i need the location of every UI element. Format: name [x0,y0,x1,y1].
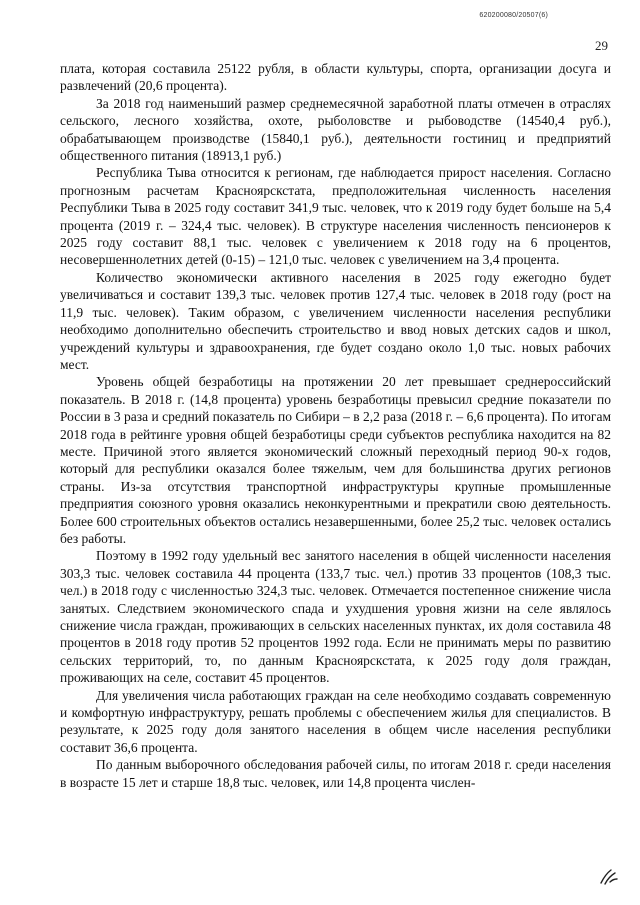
paragraph-3: Республика Тыва относится к регионам, где наблюдается прирост населения. Согласно прогнозным расчетам Красноярскстата, предположительная численность населения Республики Тыва в 2025 году составит 341,9 тыс. человек, что к 2019 году будет больше на 5,4 процента (2019 г. – 324,4 тыс. человек). В структуре населения численность пенсионеров к 2025 году составит 88,1 тыс. человек с увеличением к 2018 году на 6 процентов, несовершеннолетних детей (0-15) – 121,0 тыс. человек с увеличением на 3,4 процента. [60,165,611,268]
paragraph-6: Поэтому в 1992 году удельный вес занятого населения в общей численности населения 303,3 тыс. человек составила 44 процента (133,7 тыс. чел.) против 33 процентов (108,3 тыс. чел.) в 2018 году с численностью 324,3 тыс. человек. Отмечается постепенное снижение числа занятых. Следствием экономического спада и ухудшения уровня жизни на селе являлось снижение числа граждан, проживающих в сельских населенных пунктах, их доля составила 48 процентов в 2018 году против 52 процентов 1992 года. Если не принимать меры по развитию сельских территорий, то, по данным Красноярскстата, к 2025 году доля граждан, проживающих на селе, составит 45 процентов. [60,548,611,686]
page-body [60,60,611,791]
page-number: 29 [595,38,608,53]
paragraph-7: Для увеличения числа работающих граждан на селе необходимо создавать современную и комфортную инфраструктуру, решать проблемы с обеспечением жилья для специалистов. В результате, к 2025 году доля занятого населения в общем числе населения республики составит 36,6 процента. [60,687,611,755]
paragraph-4: Количество экономически активного населения в 2025 году ежегодно будет увеличиваться и составит 139,3 тыс. человек против 127,4 тыс. человек в 2018 году (рост на 11,9 тыс. человек). Таким образом, с увеличением численности населения республики необходимо дополнительно обеспечить строительство и ввод новых детских садов и школ, учреждений культуры и здравоохранения, где будет создано около 1,0 тыс. новых рабочих мест. [60,269,611,372]
paragraph-5: Уровень общей безработицы на протяжении 20 лет превышает среднероссийский показатель. В 2018 г. (14,8 процента) уровень безработицы превысил средние показатели по России в 3 раза и средний показатель по Сибири – в 2,2 раза (2018 г. – 6,6 процента). По итогам 2018 года в рейтинге уровня общей безработицы среди субъектов республика находится на 82 месте. Причиной этого является экономический сложный переходный период 90-х годов, который для республики оказался более тяжелым, чем для большинства других регионов страны. Из-за отсутствия транспортной инфраструктуры крупные промышленные предприятия союзного уровня оказались неконкурентными и прекратили свою деятельность. Более 600 строительных объектов остались незавершенными, более 25,2 тыс. человек остались без работы. [60,374,611,546]
handwritten-initials-mark [598,867,620,887]
paragraph-1: плата, которая составила 25122 рубля, в области культуры, спорта, организации досуга и развлечений (20,6 процента). [60,61,611,94]
paragraph-8: По данным выборочного обследования рабочей силы, по итогам 2018 г. среди населения в возрасте 15 лет и старше 18,8 тыс. человек, или 14,8 процента числен- [60,757,611,790]
paragraph-2: За 2018 год наименьший размер среднемесячной заработной платы отмечен в отраслях сельского, лесного хозяйства, охоте, рыболовстве и рыбоводстве (14540,4 руб.), обрабатывающем производстве (15840,1 руб.), деятельности гостиниц и предприятий общественного питания (18913,1 руб.) [60,95,611,164]
document-code: 620200080/20507(6) [479,12,548,19]
